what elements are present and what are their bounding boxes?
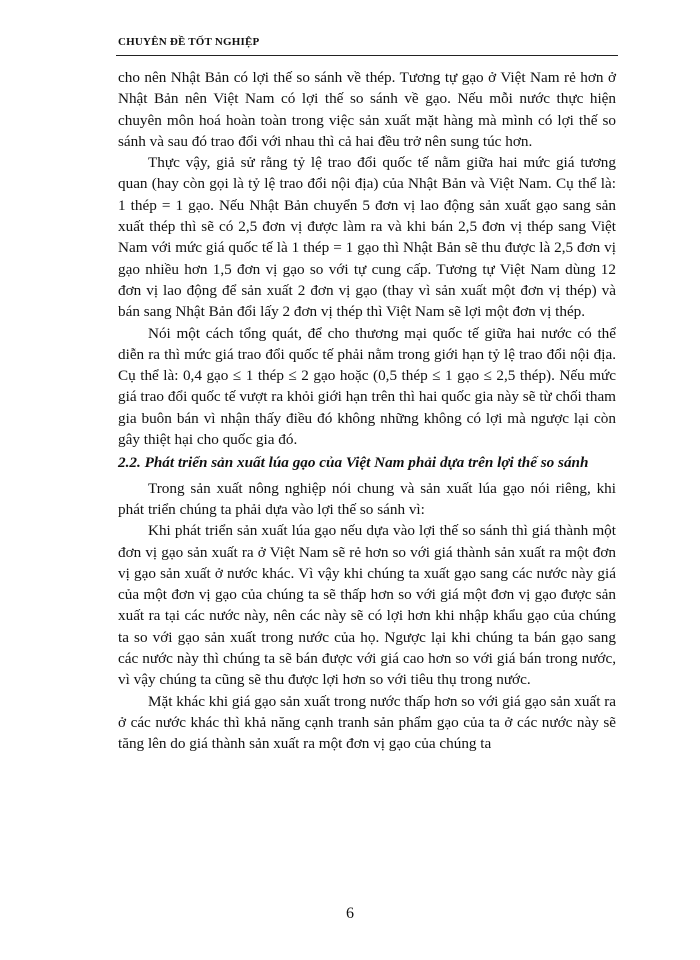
paragraph-continuation: cho nên Nhật Bản có lợi thế so sánh về thép. Tương tự gạo ở Việt Nam rẻ hơn ở Nhật Bản nên Việt Nam có lợi thế so sánh về gạo. Nếu mỗi nước thực hiện chuyên môn hoá hoàn toàn trong việc sản xuất mặt hàng mà mình có lợi thế so sánh và sau đó trao đổi với nhau thì cả hai đều trở nên sung túc hơn. <box>118 69 616 150</box>
section-heading: 2.2. Phát triển sản xuất lúa gạo của Việt Nam phải dựa trên lợi thế so sánh <box>118 454 589 472</box>
paragraph: Mặt khác khi giá gạo sản xuất trong nước thấp hơn so với giá gạo sản xuất ra ở các nước khác thì khả năng cạnh tranh sản phẩm gạo của ta ở các nước này sẽ tăng lên do giá thành sản xuất ra một đơn vị gạo của chúng ta <box>118 692 617 753</box>
paragraph: Thực vậy, giả sử rằng tỷ lệ trao đổi quốc tế nằm giữa hai mức giá tương quan (hay còn gọi là tỷ lệ trao đổi nội địa) của Nhật Bản và Việt Nam. Cụ thể là: 1 thép = 1 gạo. Nếu Nhật Bản chuyển 5 đơn vị lao động sản xuất gạo sang sản xuất thép thì sẽ có 2,5 đơn vị được làm ra và khi bán 2,5 đơn vị thép sang Việt Nam với mức giá quốc tế là 1 thép = 1 gạo thì Nhật Bản sẽ thu được là 2,5 đơn vị gạo nhiều hơn 1,5 đơn vị gạo so với tự cung cấp. Tương tự Việt Nam dùng 12 đơn vị lao động để sản xuất 2 đơn vị gạo (thay vì sản xuất một đơn vị thép) và bán sang Nhật Bản đổi lấy 2 đơn vị thép thì Việt Nam sẽ lợi một đơn vị thép. <box>118 154 616 321</box>
document-body <box>118 67 616 755</box>
page-number: 6 <box>346 905 354 922</box>
paragraph: Khi phát triển sản xuất lúa gạo nếu dựa vào lợi thế so sánh thì giá thành một đơn vị gạo sản xuất ra ở Việt Nam sẽ rẻ hơn so với giá thành sản xuất ra một đơn vị gạo sản xuất ở nước khác. Vì vậy khi chúng ta xuất gạo sang các nước này giá của một đơn vị gạo của chúng ta sẽ thấp hơn so với giá một đơn vị gạo được sản xuất ra tại các nước này, nên các này sẽ có lợi hơn khi nhập khẩu gạo của chúng ta so với gạo sản xuất trong nước của họ. Ngược lại khi chúng ta bán gạo sang các nước này thì chúng ta sẽ bán được với giá cao hơn so với giá bán trong nước, vì vậy chúng ta cũng sẽ thu được lợi hơn so với tiêu thụ trong nước. <box>118 522 616 689</box>
header-divider <box>116 55 618 56</box>
paragraph: Trong sản xuất nông nghiệp nói chung và sản xuất lúa gạo nói riêng, khi phát triển chúng ta phải dựa vào lợi thế so sánh vì: <box>118 479 616 518</box>
paragraph: Nói một cách tổng quát, để cho thương mại quốc tế giữa hai nước có thể diễn ra thì mức giá trao đổi quốc tế phải nằm trong giới hạn tỷ lệ trao đổi nội địa. Cụ thể là: 0,4 gạo ≤ 1 thép ≤ 2 gạo hoặc (0,5 thép ≤ 1 gạo ≤ 2,5 thép). Nếu mức giá trao đổi quốc tế vượt ra khỏi giới hạn trên thì hai quốc gia này sẽ từ chối tham gia buôn bán vì nhận thấy điều đó không những không có lợi mà ngược lại còn gây thiệt hại cho quốc gia đó. <box>118 324 616 449</box>
page-header: CHUYÊN ĐỀ TỐT NGHIỆP <box>118 36 260 48</box>
